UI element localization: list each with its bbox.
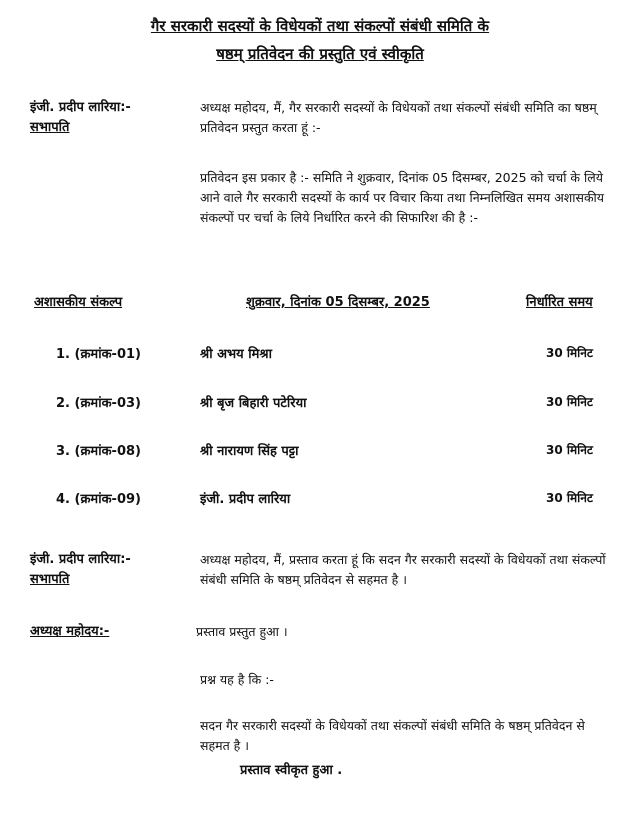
speaker-2-role: सभापति xyxy=(30,572,70,587)
heading-line-2: षष्ठम् प्रतिवेदन की प्रस्तुति एवं स्वीकृति xyxy=(216,45,424,63)
speaker-1-role: सभापति xyxy=(30,120,70,135)
motion-adopted: प्रस्ताव स्वीकृत हुआ . xyxy=(240,763,343,778)
column-header-resolution: अशासकीय संकल्प xyxy=(34,295,123,310)
paragraph-6: सदन गैर सरकारी सदस्यों के विधेयकों तथा संकल्पों संबंधी समिति के षष्ठम् प्रतिवेदन से सहमत है । xyxy=(200,718,585,753)
speaker-2-name: इंजी. प्रदीप लारिया:- xyxy=(30,552,131,567)
row-member: श्री नारायण सिंह पट्टा xyxy=(200,444,299,459)
row-time: 30 मिनिट xyxy=(546,443,593,457)
row-member: श्री बृज बिहारी पटेरिया xyxy=(200,396,307,411)
column-header-date: शुक्रवार, दिनांक 05 दिसम्बर, 2025 xyxy=(246,295,430,310)
speaker-2 xyxy=(30,550,131,590)
row-number: 2. (क्रमांक-03) xyxy=(56,396,141,411)
row-time: 30 मिनिट xyxy=(546,346,593,360)
speaker-3-name: अध्यक्ष महोदय:- xyxy=(30,624,110,639)
column-header-time: निर्धारित समय xyxy=(526,295,593,310)
heading-line-1: गैर सरकारी सदस्यों के विधेयकों तथा संकल्पों संबंधी समिति के xyxy=(150,17,490,35)
row-member: इंजी. प्रदीप लारिया xyxy=(200,492,291,507)
row-member: श्री अभय मिश्रा xyxy=(200,347,272,362)
speaker-1 xyxy=(30,98,131,138)
paragraph-3: अध्यक्ष महोदय, मैं, प्रस्ताव करता हूं कि सदन गैर सरकारी सदस्यों के विधेयकों तथा संकल्पों संबंधी समिति के षष्ठम् प्रतिवेदन से सहमत है । xyxy=(200,552,606,587)
row-time: 30 मिनिट xyxy=(546,395,593,409)
speaker-3 xyxy=(30,622,109,642)
row-time: 30 मिनिट xyxy=(546,491,593,505)
paragraph-4: प्रस्ताव प्रस्तुत हुआ । xyxy=(196,624,288,639)
row-number: 4. (क्रमांक-09) xyxy=(56,492,141,507)
paragraph-5: प्रश्न यह है कि :- xyxy=(200,672,274,687)
table-row xyxy=(0,489,627,511)
paragraph-1: अध्यक्ष महोदय, मैं, गैर सरकारी सदस्यों के विधेयकों तथा संकल्पों संबंधी समिति का षष्ठम् प्रतिवेदन प्रस्तुत करता हूं :- xyxy=(200,100,597,135)
row-number: 3. (क्रमांक-08) xyxy=(56,444,141,459)
table-row xyxy=(0,344,627,366)
speaker-1-name: इंजी. प्रदीप लारिया:- xyxy=(30,100,131,115)
table-row xyxy=(0,393,627,415)
paragraph-2: प्रतिवेदन इस प्रकार है :- समिति ने शुक्रवार, दिनांक 05 दिसम्बर, 2025 को चर्चा के लिये आने वाले गैर सरकारी सदस्यों के कार्य पर विचार किया तथा निम्नलिखित समय अशासकीय संकल्पों पर चर्चा के लिये निर्धारित करने की सिफारिश की है :- xyxy=(200,170,605,225)
row-number: 1. (क्रमांक-01) xyxy=(56,347,141,362)
table-row xyxy=(0,441,627,463)
